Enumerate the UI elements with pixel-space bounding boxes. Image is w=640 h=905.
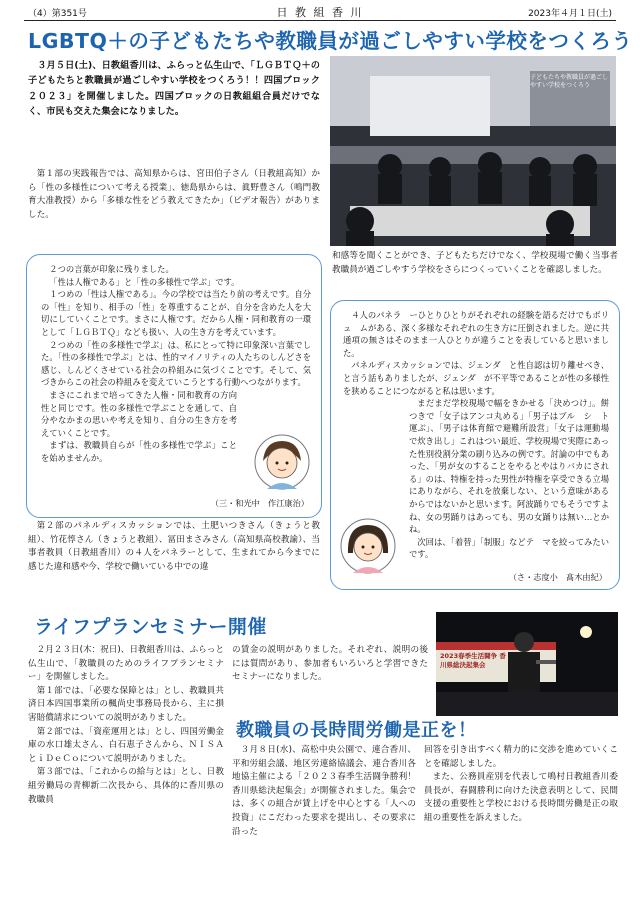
- rally-para-cont: 回答を引き出すべく精力的に交渉を進めていくことを確認しました。: [424, 745, 618, 769]
- box2-signature: （さ・志度小 髙木由紀）: [508, 572, 607, 582]
- article3-col2: [424, 744, 618, 826]
- article2-title: ライフプランセミナー開催: [34, 616, 267, 638]
- article1-title: LGBTQ＋の子どもたちや教職員が過ごしやすい学校をつくろう: [28, 29, 633, 53]
- box1-para: ２つの言葉が印象に残りました。: [49, 264, 174, 274]
- box1-para: １つめの「性は人権である」。今の学校では当たり前の考えです。自分の「性」を知り、相手の「性」を尊重することが、自分を含めた人を大切にしていくことです。まさに人権です。だから人権・同和教育の一環として「ＬＧＢＴＱ」なども扱い、人の生き方を考えています。: [41, 289, 311, 337]
- photo-banner-text: 子どもたちや教職員が過ごしやすい学校をつくろう: [530, 74, 609, 89]
- box1-para: まさにこれまで培ってきた人権・同和教育の方向性と同じです。性の多様性で学ぶことを通して、自分やなかまの思いや考えを知り、自分の生き方を考えていくことです。: [41, 389, 237, 438]
- issue-date: 2023年４月１日(土): [528, 9, 612, 19]
- box1-signature: （三・和光中 作江康治）: [210, 498, 309, 508]
- panel-paragraph: 第２部のパネルディスカッションでは、土肥いつきさん（きょうと教組）、竹花惇さん（きょうと教組）、冨田まさみさん（高知県高校教諭）、当事者教員（日教組香川）の４人をパネラーとして、生まれてから今までに感じた違和感や今、学校で働いている中での違: [28, 521, 320, 572]
- article1-lead: [28, 58, 320, 120]
- lead-paragraph: ３月５日(土)、日教組香川は、ふらっと仏生山で、「ＬＧＢＴＱ＋の子どもたちと教職員が過ごしやすい学校をつくろう！！四国ブロック２０２３」を開催しました。四国ブロックの日教組組合員だけでなく、市民も交えた集会になりました。: [28, 60, 320, 118]
- teacher-illustration-icon: [253, 433, 311, 491]
- report-paragraph: 第１部の実践報告では、高知県からは、宮田伯子さん（日教組高知）から「性の多様性について考える授業」、徳島県からは、眞野豊さん（鳴門教育大准教授）から「多様な性をどう教えてきたか」（ビデオ報告）がありました。: [28, 169, 320, 220]
- box1-para: まずは、教職員自らが「性の多様性で学ぶ」ことを始めませんか。: [41, 440, 237, 463]
- box1-para: 「性は人権である」と「性の多様性で学ぶ」です。: [49, 276, 240, 287]
- box2-para: パネルディスカッションでは、ジェンダ と性自認は切り離せべき、と言う話もありましたが、ジェンダ が不平等であることが性の多様性を狭めることにつながると私は思います。: [343, 360, 609, 396]
- seminar-para: 第２部では、「資産運用とは」とし、四国労働金庫の水口雄太さん、白石恵子さんから、ＮＩＳＡとｉＤｅＣｏについて説明がありました。: [28, 726, 224, 764]
- article2-col2: [232, 644, 428, 685]
- box2-para: 次回は、「着替」「制服」などテ マを絞ってみたいです。: [409, 536, 609, 560]
- article2-col1: [28, 644, 224, 807]
- box2-para: まだまだ学校現場で幅をきかせる「決めつけ」。餅つきで「女子はアンコ丸める」「男子はブル シ ト運ぶ」、「男子は体育館で避難所設営」「女子は運動場で炊き出し」これはつい最近、学校現場で実際にあった性別役割分業の刷り込みの例です。討論の中でもあった、「男が女のすることをやるとやはりバカにされる」のは、特権を持った男性が特権を享受できる立場にありながら、それを放棄しない、という意味があるからではないかと思います。阿波踊りでもそうですよね、女の男踊りはあっても、男の女踊りは無い…とかね。: [409, 398, 609, 535]
- rally-banner-text: 2023春季生活闘争 香川県総決起集会: [440, 652, 506, 669]
- article1-p4: [332, 250, 618, 277]
- article3-title: 教職員の長時間労働是正を！: [236, 720, 477, 741]
- teacher-illustration-2-icon: [339, 517, 397, 575]
- issue-number: （4）第351号: [28, 9, 87, 19]
- rally-photo: [436, 612, 618, 716]
- article1-p2: [28, 168, 320, 222]
- box1-para: ２つめの「性の多様性で学ぶ」は、私にとって特に印象深い言葉でした。「性の多様性で学ぶ」とは、性的マイノリティの人たちのしんどさを感じ、しんどくさせている社会の枠組みに気づくことです。そして、気づきからこの社会の枠組みを変えていこうとする行動へつながります。: [41, 339, 311, 388]
- impression-box-1: [26, 254, 322, 518]
- header-rule: [24, 20, 616, 21]
- seminar-para: 第３部では、「これからの給与とは」とし、日教組労働局の青柳新二次長から、具体的に香川県の教職員: [28, 767, 224, 805]
- meeting-photo: [330, 56, 616, 246]
- paper-name: 日 教 組 香 川: [276, 6, 364, 19]
- seminar-para-cont: の賃金の説明がありました。それぞれ、説明の後には質問があり、参加者もいろいろと学習できたセミナーになりました。: [232, 645, 428, 683]
- seminar-para: 第１部では、「必要な保障とは」とし、教職員共済日本四国事業所の楓尚史事務局長から、主に損害賠償請求についての説明がありました。: [28, 685, 224, 723]
- article3-col1: [232, 744, 416, 839]
- seminar-para: ２月２３日(木：祝日)、日教組香川は、ふらっと仏生山で、「教職員のためのライフプランセミナー」を開催しました。: [28, 645, 224, 683]
- impression-box-2: [330, 300, 620, 590]
- box2-para: ４人のパネラ ーひとりひとりがそれぞれの経験を語るだけでもボリュ ムがある、深く多様なそれぞれの生き方に圧倒されました。逆に共通項の無さはそのまま一人ひとりが違うことを表していると思いました。: [343, 310, 609, 358]
- rally-para: また、公務員産別を代表して鳴村日教組香川委員長が、春闘勝利に向けた決意表明として、民間支援の重要性と学校における長時間労働是正の取組の重要性を訴えました。: [424, 772, 618, 823]
- article1-p3: [28, 520, 320, 574]
- conclusion-paragraph: 和感等を聞くことができ、子どもたちだけでなく、学校現場で働く当事者教職員が過ごしやすう学校をさらにつくっていくことを確認しました。: [332, 251, 618, 275]
- rally-para: ３月８日(水)、高松中央公園で、連合香川、平和労組会議、地区労連絡協議会、連合香川各地協主催による「２０２３春季生活闘争勝利！香川県総決起集会」が開催されました。集会では、多くの組合が賃上げを中心とする「人への投資」にこだわった要求を提出し、その要求に沿った: [232, 745, 416, 837]
